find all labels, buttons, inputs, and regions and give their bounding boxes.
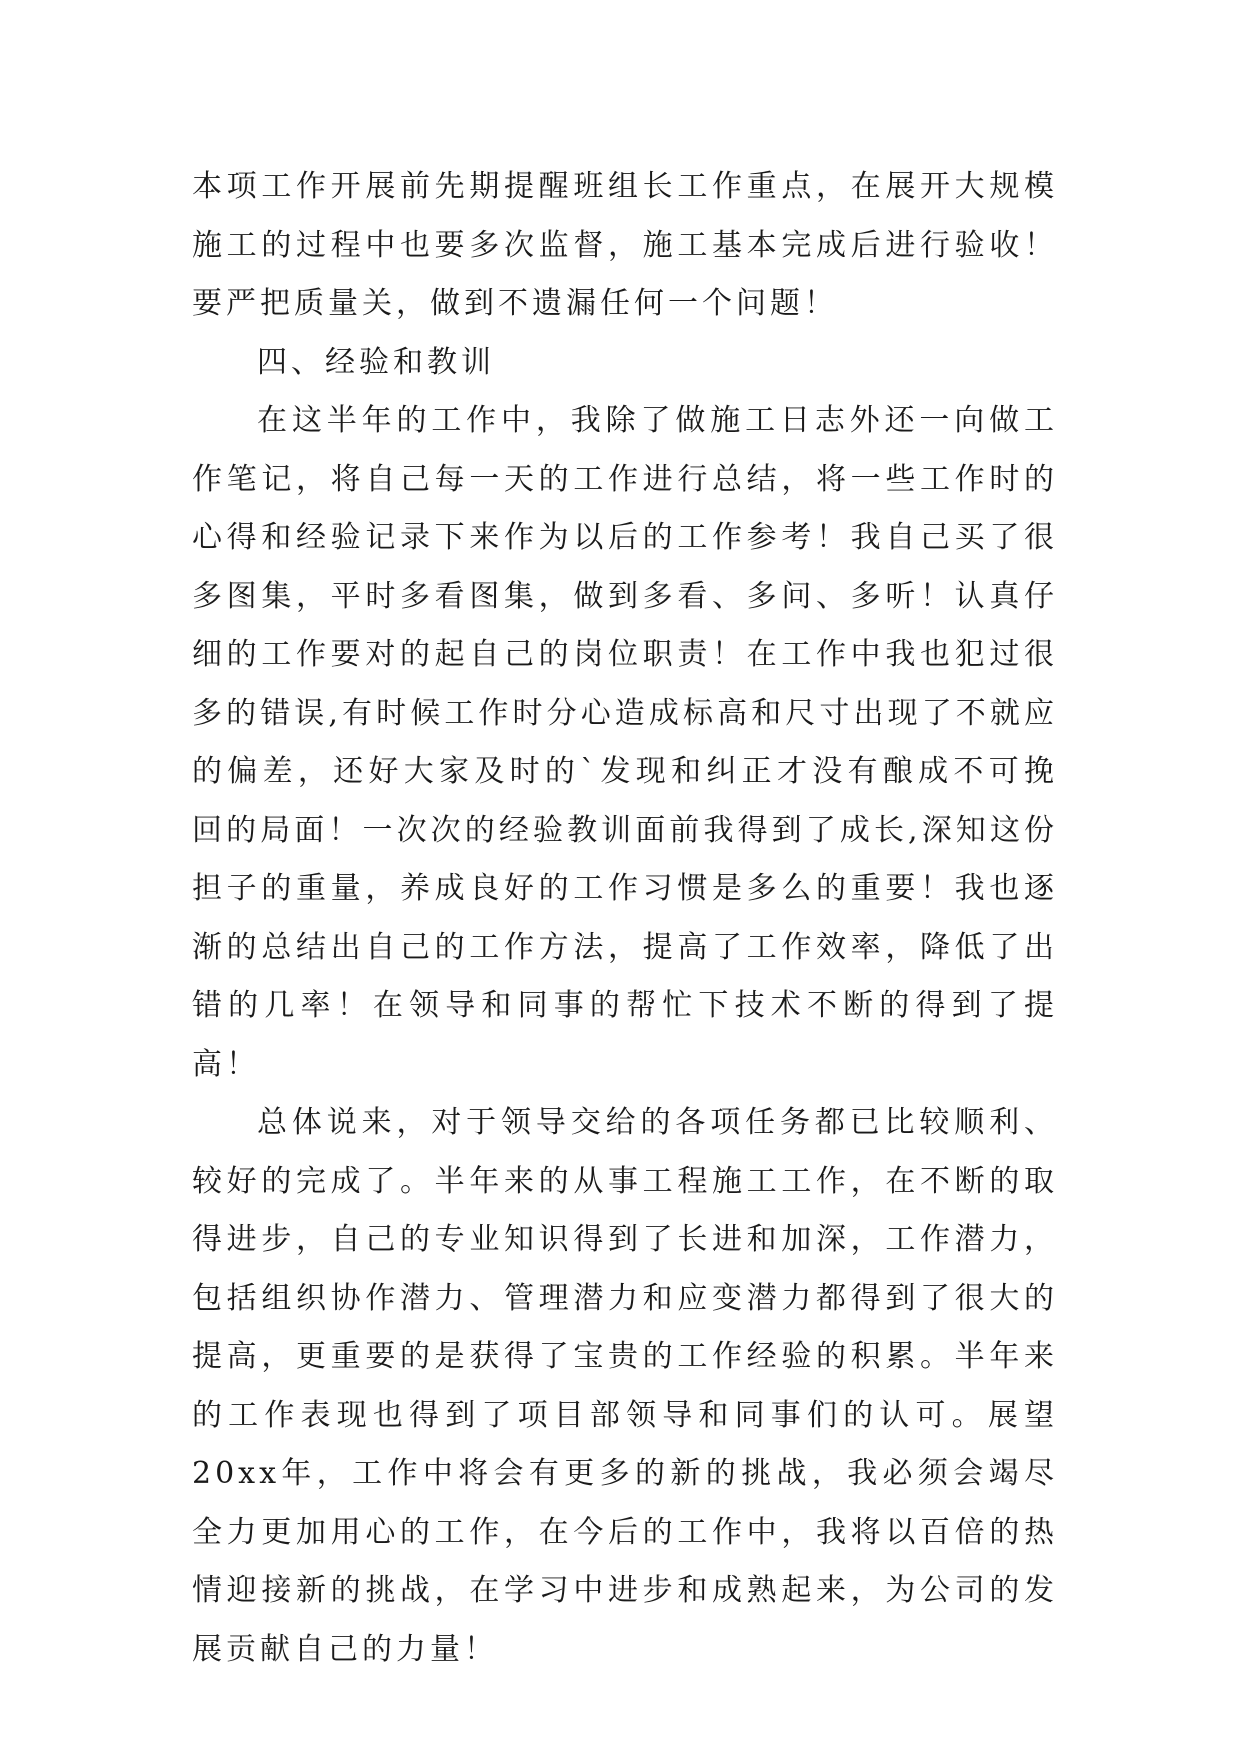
paragraph-experience-lessons: 在这半年的工作中，我除了做施工日志外还一向做工作笔记，将自己每一天的工作进行总结，将一些工作时的心得和经验记录下来作为以后的工作参考！我自己买了很多图集，平时多看图集，做到多看、多问、多听！认真仔细的工作要对的起自己的岗位职责！在工作中我也犯过很多的错误,有时候工作时分心造成标高和尺寸出现了不就应的偏差，还好大家及时的`发现和纠正才没有酿成不可挽回的局面！一次次的经验教训面前我得到了成长,深知这份担子的重量，养成良好的工作习惯是多么的重要！我也逐渐的总结出自己的工作方法，提高了工作效率，降低了出错的几率！在领导和同事的帮忙下技术不断的得到了提高！ (192, 403, 1058, 1082)
section-heading-experience-lessons: 四、经验和教训 (257, 344, 495, 380)
paragraph-summary: 总体说来，对于领导交给的各项任务都已比较顺利、较好的完成了。半年来的从事工程施工工作，在不断的取得进步，自己的专业知识得到了长进和加深，工作潜力，包括组织协作潜力、管理潜力和应变潜力都得到了很大的提高，更重要的是获得了宝贵的工作经验的积累。半年来的工作表现也得到了项目部领导和同事们的认可。展望20xx年，工作中将会有更多的新的挑战，我必须会竭尽全力更加用心的工作，在今后的工作中，我将以百倍的热情迎接新的挑战，在学习中进步和成熟起来，为公司的发展贡献自己的力量！ (192, 1105, 1058, 1667)
paragraph-quality-control: 本项工作开展前先期提醒班组长工作重点，在展开大规模施工的过程中也要多次监督，施工基本完成后进行验收！要严把质量关，做到不遗漏任何一个问题！ (192, 169, 1058, 321)
document-body (192, 158, 1058, 1679)
